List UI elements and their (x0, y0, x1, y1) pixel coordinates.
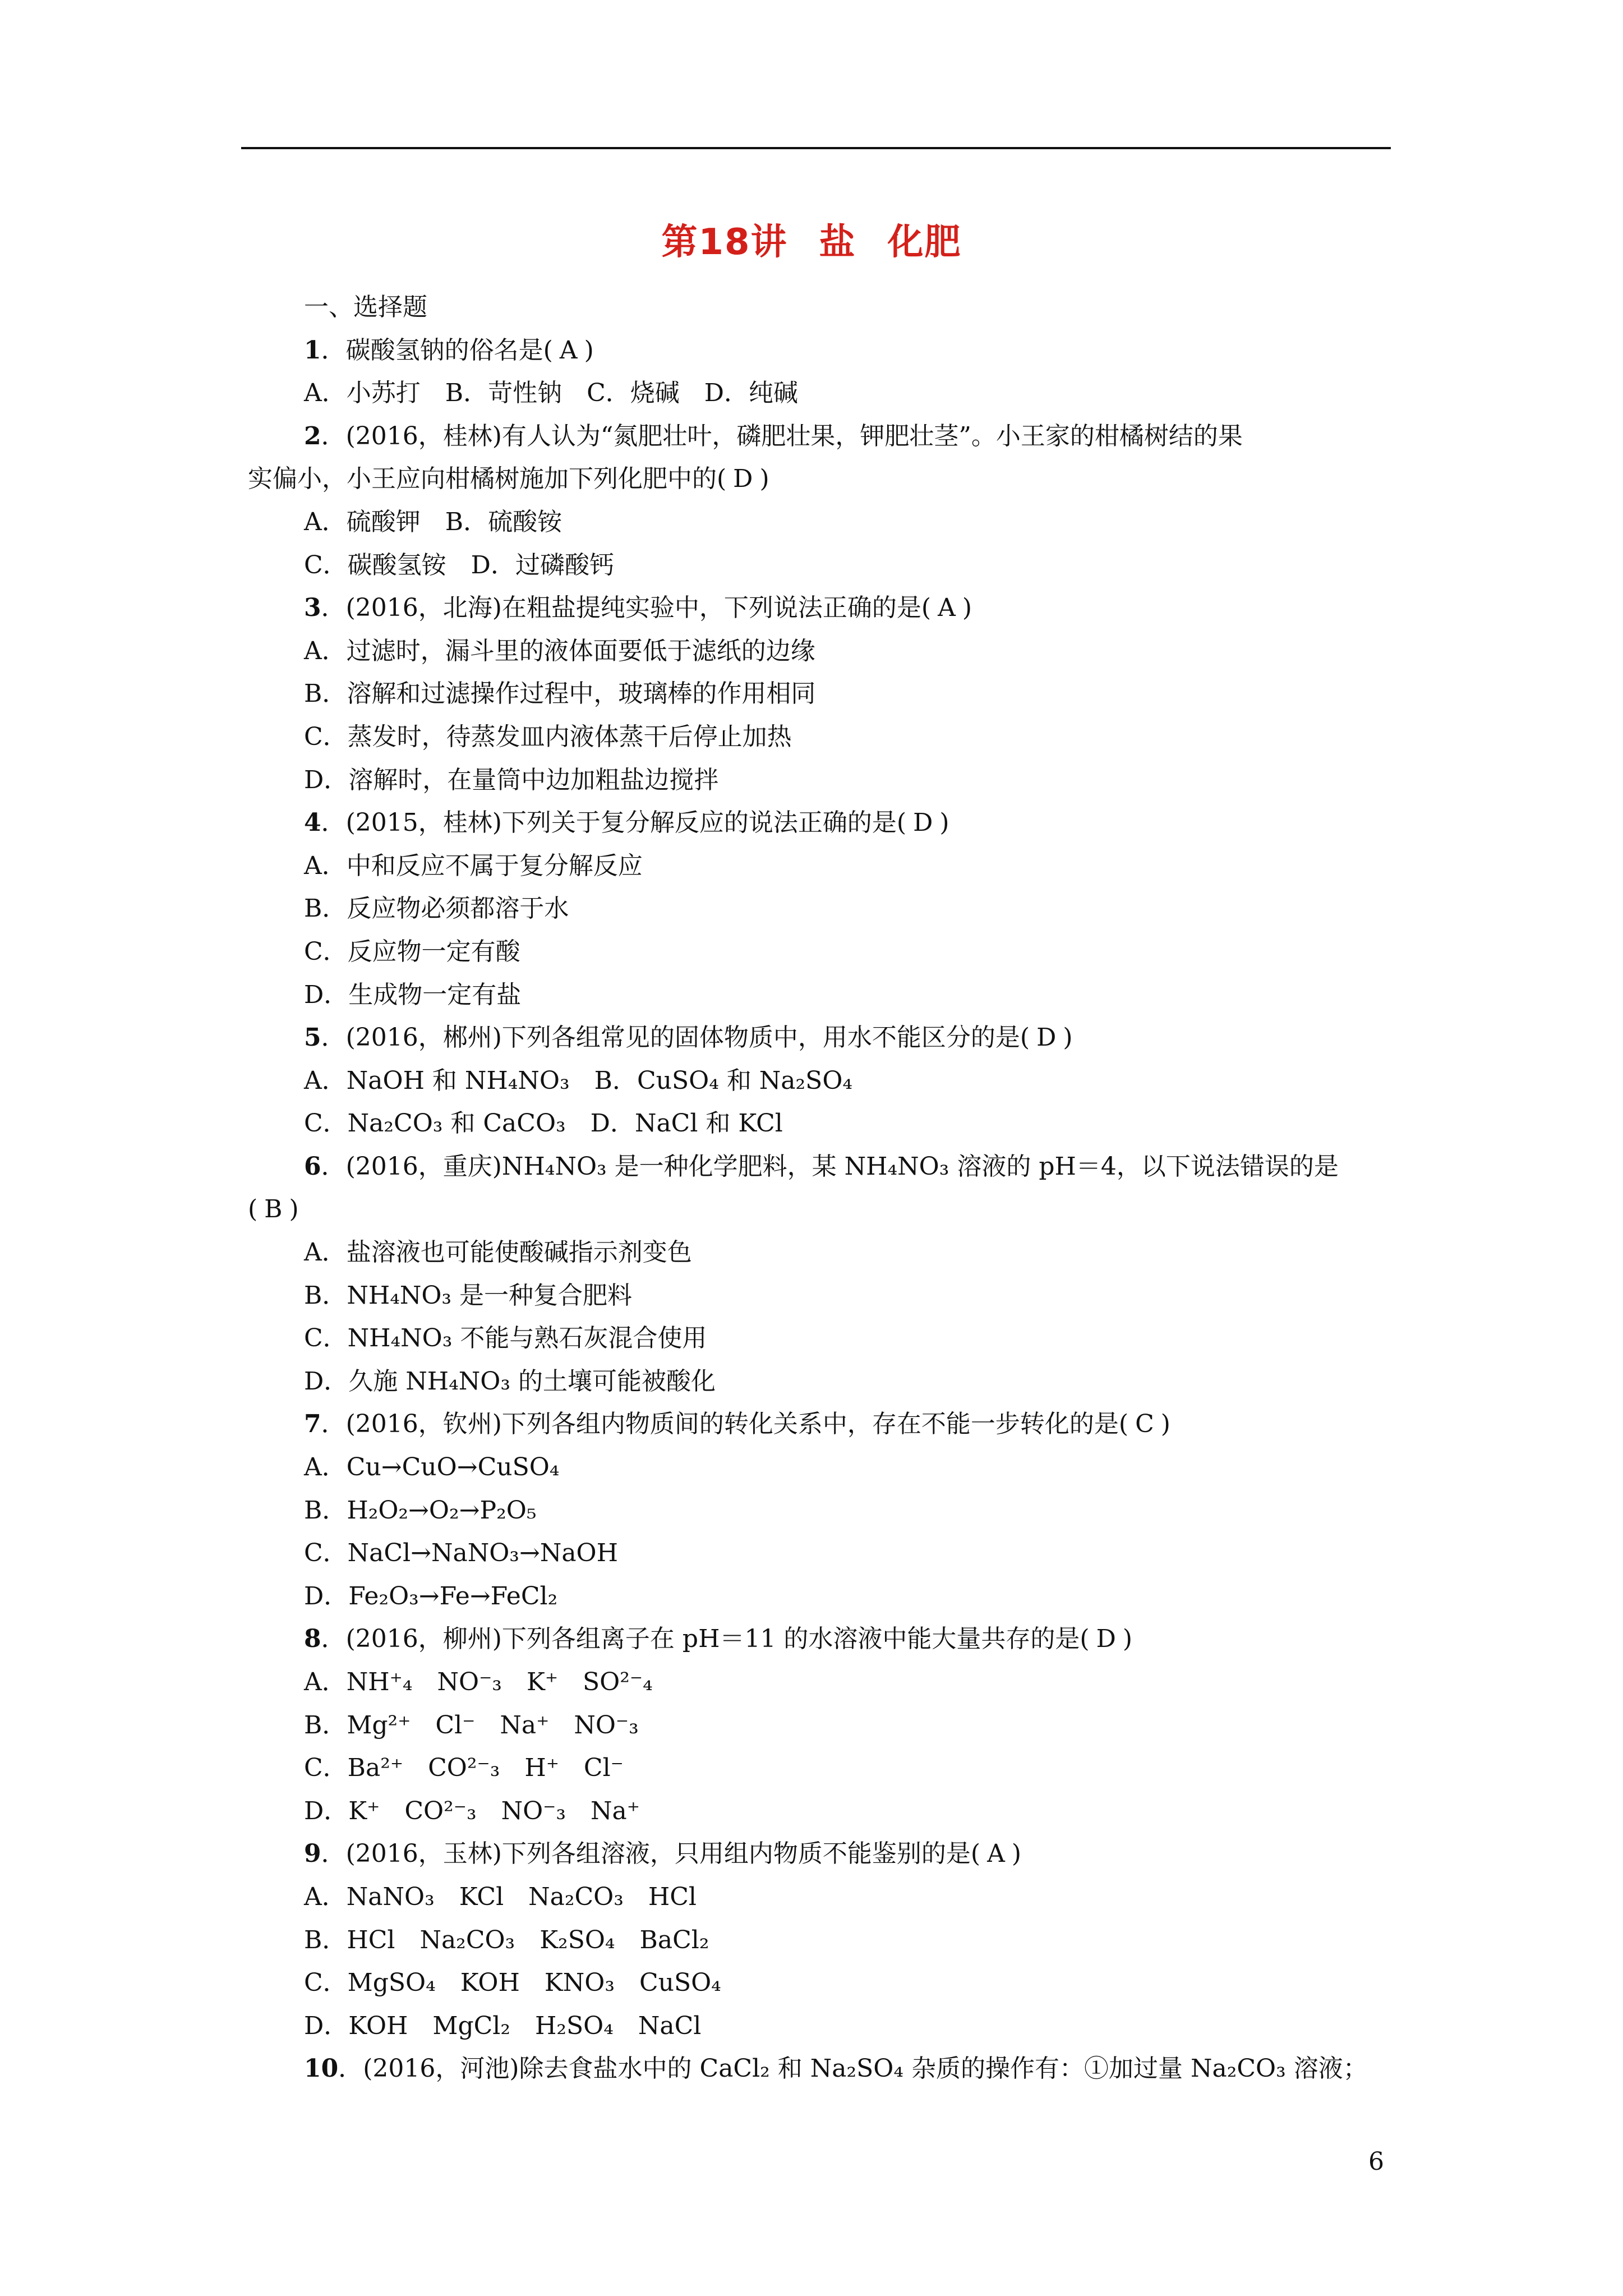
page-title: 第18讲 盐 化肥 (661, 222, 962, 263)
option: A．过滤时，漏斗里的液体面要低于滤纸的边缘 (304, 636, 815, 665)
question-10: 10．(2016，河池)除去食盐水中的 CaCl₂ 和 Na₂SO₄ 杂质的操作有：①加过量 Na₂CO₃ 溶液； (304, 2054, 1368, 2083)
answer: A (938, 593, 956, 623)
option: C．蒸发时，待蒸发皿内液体蒸干后停止加热 (304, 722, 792, 751)
question-4: 4．(2015，桂林)下列关于复分解反应的说法正确的是( D ) (304, 808, 949, 838)
option: C．Ba²⁺ CO²⁻₃ H⁺ Cl⁻ (304, 1754, 624, 1783)
option: C．NH₄NO₃ 不能与熟石灰混合使用 (304, 1324, 707, 1353)
answer: C (1135, 1410, 1154, 1439)
option: A．NaNO₃ KCl Na₂CO₃ HCl (304, 1882, 697, 1911)
option: B．NH₄NO₃ 是一种复合肥料 (304, 1281, 633, 1310)
header-rule (241, 147, 1391, 149)
question-3: 3．(2016，北海)在粗盐提纯实验中，下列说法正确的是( A ) (304, 593, 972, 623)
answer: D (733, 464, 753, 494)
question-2-options-1: A．硫酸钾 B．硫酸铵 (304, 507, 562, 536)
answer: A (987, 1839, 1005, 1869)
answer: D (1096, 1625, 1116, 1654)
question-6-cont: ( B ) (248, 1195, 299, 1224)
question-9: 9．(2016，玉林)下列各组溶液，只用组内物质不能鉴别的是( A ) (304, 1839, 1022, 1869)
option: D．KOH MgCl₂ H₂SO₄ NaCl (304, 2011, 702, 2040)
question-1-options: A．小苏打 B．苛性钠 C．烧碱 D．纯碱 (304, 379, 799, 408)
question-7: 7．(2016，钦州)下列各组内物质间的转化关系中，存在不能一步转化的是( C ) (304, 1410, 1170, 1439)
answer: A (559, 335, 578, 365)
option: D．Fe₂O₃→Fe→FeCl₂ (304, 1581, 558, 1611)
question-5-options-2: C．Na₂CO₃ 和 CaCO₃ D．NaCl 和 KCl (304, 1109, 783, 1138)
question-list (248, 286, 1391, 2091)
option: B．反应物必须都溶于水 (304, 894, 569, 923)
answer: D (1036, 1023, 1057, 1052)
option: A．盐溶液也可能使酸碱指示剂变色 (304, 1238, 692, 1267)
option: B．HCl Na₂CO₃ K₂SO₄ BaCl₂ (304, 1925, 709, 1954)
question-6: 6．(2016，重庆)NH₄NO₃ 是一种化学肥料，某 NH₄NO₃ 溶液的 pH＝4，以下说法错误的是 (304, 1152, 1339, 1181)
section-heading: 一、选择题 (304, 293, 427, 321)
question-5-options-1: A．NaOH 和 NH₄NO₃ B．CuSO₄ 和 Na₂SO₄ (304, 1066, 853, 1095)
option: B．溶解和过滤操作过程中，玻璃棒的作用相同 (304, 679, 816, 708)
option: A．中和反应不属于复分解反应 (304, 851, 643, 880)
option: D．久施 NH₄NO₃ 的土壤可能被酸化 (304, 1366, 716, 1396)
option: D．K⁺ CO²⁻₃ NO⁻₃ Na⁺ (304, 1796, 640, 1825)
answer: B (264, 1195, 283, 1224)
option: B．Mg²⁺ Cl⁻ Na⁺ NO⁻₃ (304, 1710, 639, 1740)
option: D．生成物一定有盐 (304, 980, 522, 1009)
option: D．溶解时，在量筒中边加粗盐边搅拌 (304, 765, 719, 794)
question-2: 2．(2016，桂林)有人认为“氮肥壮叶，磷肥壮果，钾肥壮茎”。小王家的柑橘树结的果 (304, 421, 1243, 450)
option: B．H₂O₂→O₂→P₂O₅ (304, 1496, 537, 1525)
option: A．Cu→CuO→CuSO₄ (304, 1453, 560, 1482)
answer: D (913, 808, 933, 838)
question-2-cont: 实偏小，小王应向柑橘树施加下列化肥中的( D ) (248, 464, 769, 494)
option: C．MgSO₄ KOH KNO₃ CuSO₄ (304, 1968, 721, 1998)
option: C．反应物一定有酸 (304, 937, 520, 966)
question-2-options-2: C．碳酸氢铵 D．过磷酸钙 (304, 550, 614, 579)
question-1: 1．碳酸氢钠的俗名是( A ) (304, 335, 594, 365)
option: A．NH⁺₄ NO⁻₃ K⁺ SO²⁻₄ (304, 1668, 653, 1696)
question-5: 5．(2016，郴州)下列各组常见的固体物质中，用水不能区分的是( D ) (304, 1023, 1073, 1052)
question-8: 8．(2016，柳州)下列各组离子在 pH＝11 的水溶液中能大量共存的是( D ) (304, 1625, 1133, 1654)
option: C．NaCl→NaNO₃→NaOH (304, 1539, 618, 1568)
page-number: 6 (1368, 2147, 1384, 2176)
